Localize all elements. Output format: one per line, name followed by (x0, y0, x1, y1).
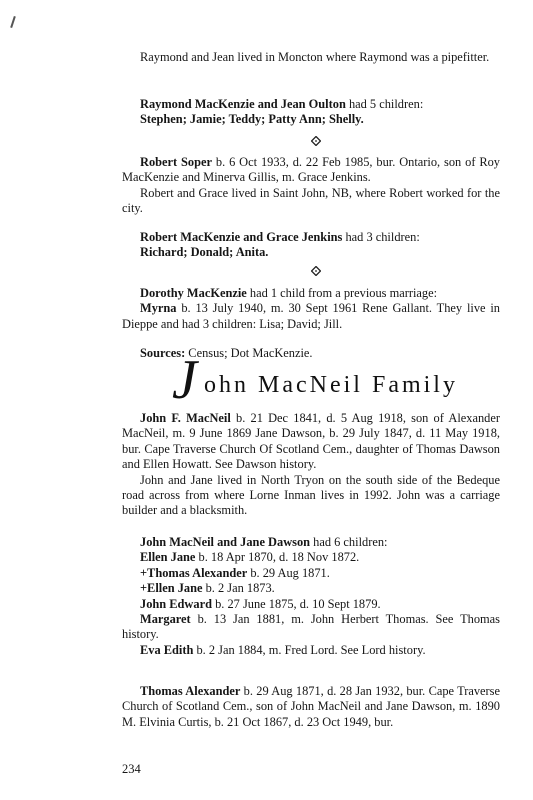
john-entry: John F. MacNeil b. 21 Dec 1841, d. 5 Aug 1918, son of Alexander MacNeil, m. 9 June 1869 Jane Dawson, b. 29 July 1847, d. 11 May 1918, bur. Cape Traverse Church Of Scotland Cem., daughter of Thomas Dawson and Ellen Howatt. See Dawson history. John and Jane lived in North Tryon on the south side of the Bedeque road across from where Lorne Inman lives in 1992. John was a carriage builder and a blacksmith. (122, 411, 500, 518)
list-item: Margaret b. 13 Jan 1881, m. John Herbert Thomas. See Thomas history. (122, 612, 500, 642)
thomas-entry: Thomas Alexander b. 29 Aug 1871, d. 28 Jan 1932, bur. Cape Traverse Church of Scotland Cem., son of John MacNeil and Jane Dawson, m. 1890 M. Elvinia Curtis, b. 21 Oct 1867, d. 23 Oct 1949, bur. (122, 684, 501, 729)
child-name: Myrna (140, 301, 177, 316)
sources-line: Sources: Census; Dot MacKenzie. (140, 346, 313, 360)
couple-names: John MacNeil and Jane Dawson (140, 535, 311, 549)
margin-mark (10, 16, 16, 28)
john-children: John MacNeil and Jane Dawson had 6 children: Ellen Jane b. 18 Apr 1870, d. 18 Nov 1872. +Thomas Alexander b. 29 Aug 1871. +Ellen Jane b. 2 Jan 1873. John Edward b. 27 June 1875, d. 10 Sept 1879. Margaret b. 13 Jan 1881, m. John Herbert Thomas. See Thomas history. Eva Edith b. 2 Jan 1884, m. Fred Lord. See Lord history. (122, 535, 500, 657)
person-name: Dorothy MacKenzie (140, 286, 247, 300)
title-text: ohn MacNeil Family (204, 372, 458, 398)
list-item: +Thomas Alexander b. 29 Aug 1871. (140, 565, 330, 580)
page-number: 234 (122, 762, 141, 776)
robert-entry: Robert Soper b. 6 Oct 1933, d. 22 Feb 1985, bur. Ontario, son of Roy MacKenzie and Minerva Gillis, m. Grace Jenkins. Robert and Grace lived in Saint John, NB, where Robert worked for the city. (122, 155, 501, 216)
divider-diamond-icon (311, 136, 321, 146)
raymond-children: Raymond MacKenzie and Jean Oulton had 5 children: Stephen; Jamie; Teddy; Patty Ann; Shelly. (122, 97, 500, 128)
person-name: Thomas Alexander (140, 684, 241, 698)
divider-diamond-icon (311, 266, 321, 276)
title-initial: J (172, 349, 197, 411)
children-list: Stephen; Jamie; Teddy; Patty Ann; Shelly. (140, 112, 364, 127)
list-item: John Edward b. 27 June 1875, d. 10 Sept 1879. (140, 596, 381, 611)
person-name: John F. MacNeil (140, 411, 231, 425)
couple-names: Raymond MacKenzie and Jean Oulton (140, 97, 346, 111)
person-name: Robert Soper (140, 155, 213, 169)
couple-names: Robert MacKenzie and Grace Jenkins (140, 230, 343, 244)
dorothy-entry: Dorothy MacKenzie had 1 child from a previous marriage: Myrna b. 13 July 1940, m. 30 Sept 1961 Rene Gallant. They live in Dieppe and had 3 children: Lisa; David; Jill. (122, 286, 500, 331)
children-list: Richard; Donald; Anita. (140, 245, 269, 260)
list-item: Eva Edith b. 2 Jan 1884, m. Fred Lord. See Lord history. (140, 642, 426, 657)
raymond-residence: Raymond and Jean lived in Moncton where Raymond was a pipefitter. (140, 50, 490, 64)
list-item: +Ellen Jane b. 2 Jan 1873. (140, 581, 275, 596)
robert-children: Robert MacKenzie and Grace Jenkins had 3 children: Richard; Donald; Anita. (122, 230, 500, 261)
list-item: Ellen Jane b. 18 Apr 1870, d. 18 Nov 1872. (140, 550, 360, 565)
